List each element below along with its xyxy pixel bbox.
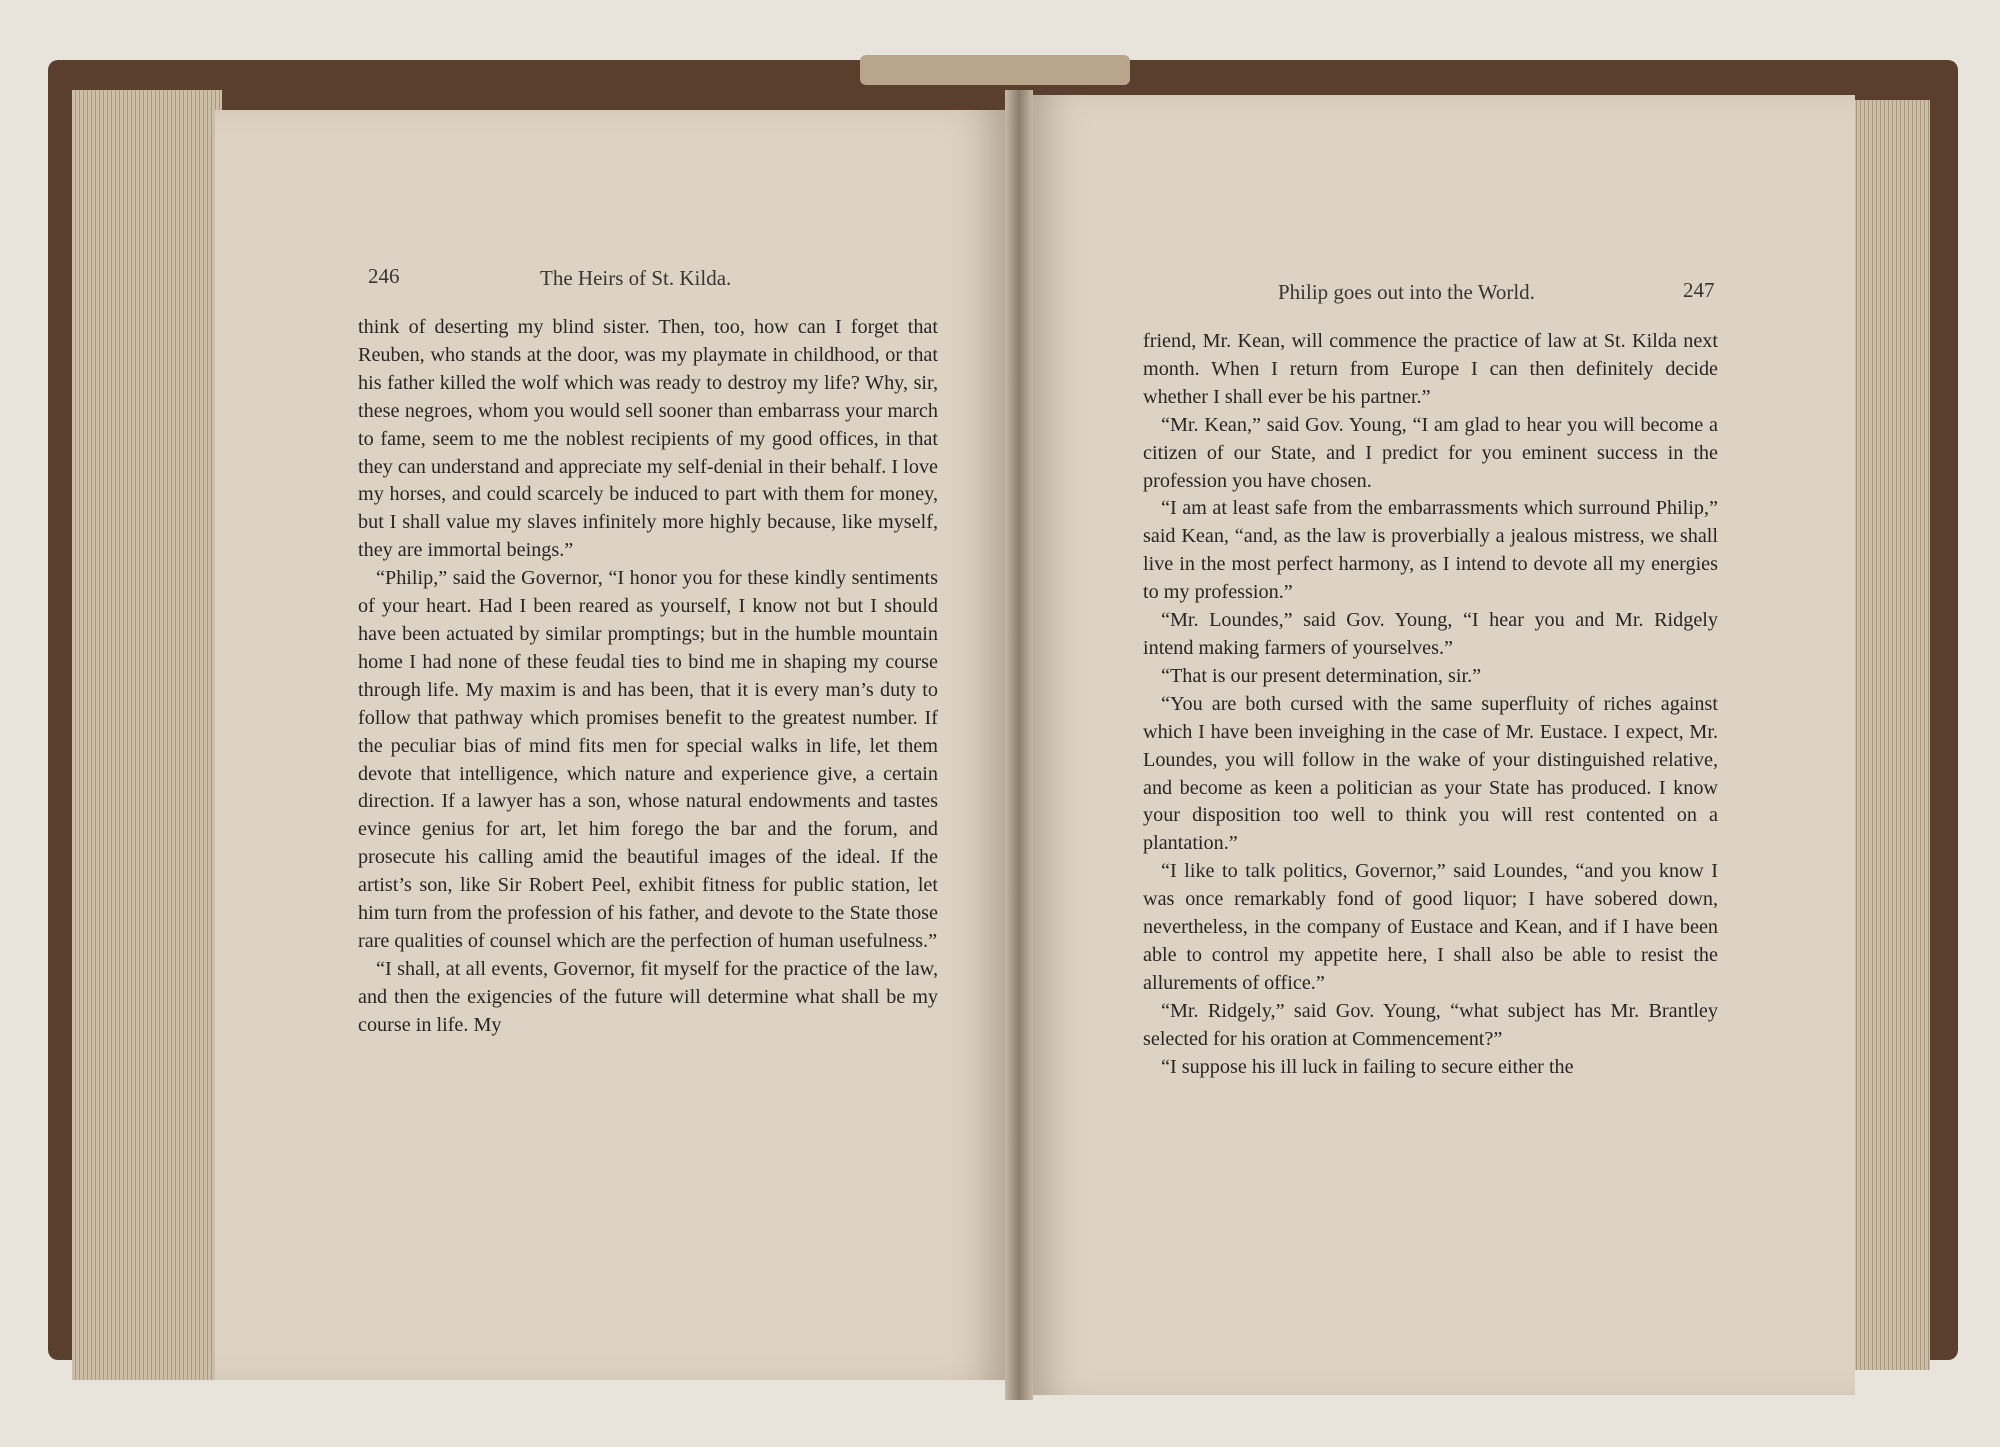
right-paragraph-6: “You are both cursed with the same superfluity of riches against which I have been inveighing in the case of Mr. Eustace. I expect, Mr. Loundes, you will follow in the wake of your distinguished relative, and become as keen a politician as your State has produced. I know your disposition too well to think you will rest contented on a plantation.” [1143,692,1718,855]
left-page-text [358,314,938,1040]
right-page-text [1143,328,1718,1081]
left-paragraph-1: think of deserting my blind sister. Then, too, how can I forget that Reuben, who stands at the door, was my playmate in childhood, or that his father killed the wolf which was ready to destroy my life? Why, sir, these negroes, whom you would sell sooner than embarrass your march to fame, seem to me the noblest recipients of my good offices, in that they can understand and appreciate my self-denial in their behalf. I love my horses, and could scarcely be induced to part with them for money, but I shall value my slaves infinitely more highly because, like myself, they are immortal beings.” [358,316,938,562]
right-paragraph-4: “Mr. Loundes,” said Gov. Young, “I hear you and Mr. Ridgely intend making farmers of yourselves.” [1143,609,1718,659]
right-paragraph-5: “That is our present determination, sir.” [1161,664,1482,687]
right-paragraph-9: “I suppose his ill luck in failing to secure either the [1161,1055,1574,1078]
left-running-title: The Heirs of St. Kilda. [540,266,732,290]
right-running-title: Philip goes out into the World. [1278,280,1535,304]
right-paragraph-1: friend, Mr. Kean, will commence the practice of law at St. Kilda next month. When I return from Europe I can then definitely decide whether I shall ever be his partner.” [1143,330,1718,408]
left-paragraph-3: “I shall, at all events, Governor, fit myself for the practice of the law, and then the exigencies of the future will determine what shall be my course in life. My [358,957,938,1036]
book-spine [860,55,1130,85]
right-page-number: 247 [1683,278,1715,302]
right-paragraph-2: “Mr. Kean,” said Gov. Young, “I am glad to hear you will become a citizen of our State, and I predict for you eminent success in the profession you have chosen. [1143,413,1718,492]
right-paragraph-8: “Mr. Ridgely,” said Gov. Young, “what subject has Mr. Brantley selected for his oration at Commencement?” [1143,999,1718,1050]
left-page-edges [72,90,222,1380]
left-paragraph-2: “Philip,” said the Governor, “I honor you for these kindly sentiments of your heart. Had I been reared as yourself, I know not but I should have been actuated by similar promptings; but in the humble mountain home I had none of these feudal ties to bind me in shaping my course through life. My maxim is and has been, that it is every man’s duty to follow that pathway which promises benefit to the greatest number. If the peculiar bias of mind fits men for special walks in life, let them devote that intelligence, which nature and experience give, a certain direction. If a lawyer has a son, whose natural endowments and tastes evince genius for art, let him forego the bar and the forum, and prosecute his calling amid the beautiful images of the ideal. If the artist’s son, like Sir Robert Peel, exhibit fitness for public station, let him turn from the profession of his father, and devote to the State those rare qualities of counsel which are the perfection of human usefulness.” [358,567,938,952]
left-page-number: 246 [368,264,400,288]
right-paragraph-7: “I like to talk politics, Governor,” said Loundes, “and you know I was once remarkably fond of good liquor; I have sobered down, nevertheless, in the company of Eustace and Kean, and if I have been able to control my appetite here, I shall also be able to resist the allurements of office.” [1143,860,1718,994]
book-gutter [1005,90,1033,1400]
right-paragraph-3: “I am at least safe from the embarrassments which surround Philip,” said Kean, “and, as the law is proverbially a jealous mistress, we shall live in the most perfect harmony, as I intend to devote all my energies to my profession.” [1143,497,1718,604]
